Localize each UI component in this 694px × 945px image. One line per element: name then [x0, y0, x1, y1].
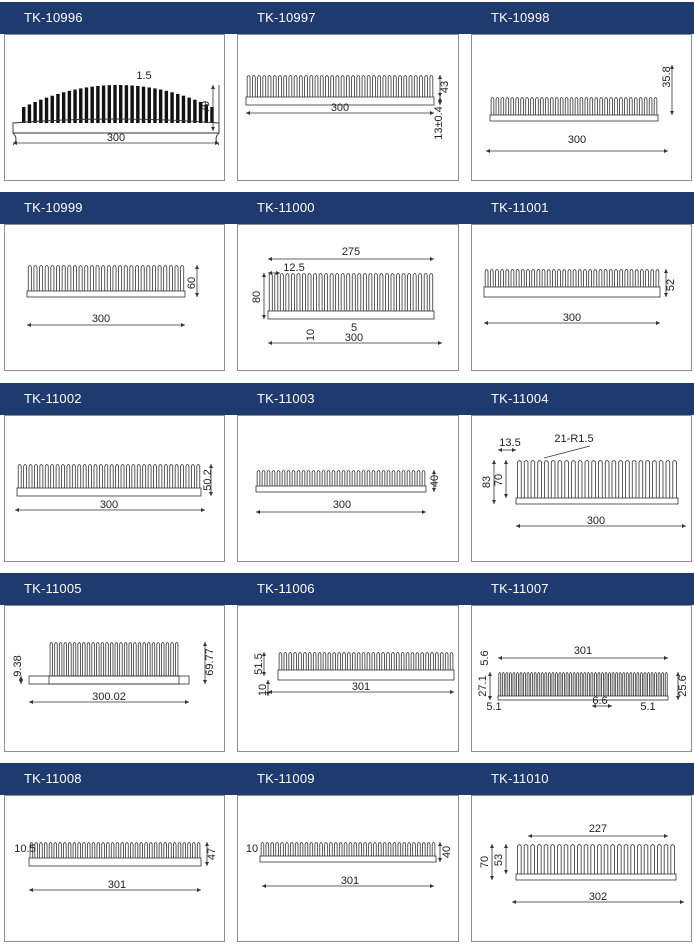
profile-drawing-panel: [237, 415, 459, 562]
dim-fin-height: 70: [493, 473, 505, 487]
dim-width: 301: [351, 681, 371, 693]
dim-left-offset: 5.1: [486, 701, 502, 713]
dim-width: 302: [588, 891, 608, 903]
dim-top: 5.6: [479, 650, 491, 666]
product-code: TK-11002: [24, 391, 82, 406]
dim-width: 300: [91, 313, 111, 325]
dim-width: 301: [340, 875, 360, 887]
product-code: TK-11008: [24, 771, 82, 786]
dim-total-height: 83: [481, 475, 493, 489]
dim-height: 69.77: [204, 648, 216, 676]
heatsink-profile-drawing: [5, 606, 226, 753]
dim-height: 50.2: [202, 469, 214, 491]
dim-base: 10.5: [14, 843, 36, 855]
dim-height: 40: [429, 474, 441, 488]
heatsink-profile-drawing: [472, 225, 693, 372]
dim-width: 301: [107, 879, 127, 891]
dim-fin-height: 51.5: [253, 653, 265, 675]
profile-drawing-panel: [471, 224, 692, 371]
dim-width: 300: [567, 134, 587, 146]
heatsink-profile-drawing: [238, 606, 460, 753]
dim-fin-pitch: 6.6: [592, 695, 608, 707]
product-code: TK-11007: [491, 581, 549, 596]
row-header-band: [0, 192, 694, 224]
dim-width: 300: [586, 515, 606, 527]
profile-drawing-panel: [237, 795, 459, 942]
product-code: TK-11009: [257, 771, 315, 786]
dim-width: 300: [106, 132, 126, 144]
dim-height: 79: [200, 100, 212, 114]
heatsink-profile-drawing: [5, 796, 226, 943]
dim-width: 300: [99, 499, 119, 511]
dim-width: 300: [332, 499, 352, 511]
dim-base: 13±0.4: [433, 106, 445, 140]
profile-drawing-panel: [4, 34, 225, 181]
dim-pitch: 13.5: [499, 437, 521, 449]
profile-drawing-panel: [471, 795, 692, 942]
dim-height: 52: [665, 278, 677, 292]
dim-total: 27.1: [477, 675, 489, 697]
dim-width: 300: [344, 332, 364, 344]
dim-width: 301: [573, 645, 593, 657]
heatsink-profile-drawing: [238, 796, 460, 943]
dim-fin-height: 43: [439, 80, 451, 94]
dim-right: 25.6: [677, 675, 689, 697]
dim-fin: 5: [350, 322, 358, 334]
dim-fin-thickness: 1.5: [136, 70, 152, 82]
dim-width: 300.02: [92, 691, 126, 703]
product-code: TK-11004: [491, 391, 549, 406]
product-code: TK-11006: [257, 581, 315, 596]
product-code: TK-11003: [257, 391, 315, 406]
dim-width: 300: [330, 102, 350, 114]
heatsink-profile-drawing: [5, 225, 226, 372]
profile-drawing-panel: [237, 34, 459, 181]
dim-height: 47: [206, 847, 218, 861]
product-code: TK-10997: [257, 10, 316, 25]
heatsink-profile-drawing: [472, 606, 693, 753]
dim-fin-gap: 10: [305, 328, 317, 342]
heatsink-profile-drawing: [238, 35, 460, 182]
row-header-band: [0, 2, 694, 34]
heatsink-profile-drawing: [5, 35, 226, 182]
product-code: TK-10996: [24, 10, 83, 25]
row-header-band: [0, 573, 694, 605]
dim-base: 9.38: [12, 655, 24, 677]
dim-span: 275: [341, 246, 361, 258]
dim-height: 60: [186, 276, 198, 290]
row-header-band: [0, 383, 694, 415]
heatsink-profile-drawing: [238, 416, 460, 563]
heatsink-profile-drawing: [472, 796, 693, 943]
profile-drawing-panel: [471, 34, 692, 181]
heatsink-profile-drawing: [472, 416, 693, 563]
dim-height: 40: [441, 845, 453, 859]
product-code: TK-11001: [491, 200, 549, 215]
dim-right-offset: 5.1: [640, 701, 656, 713]
heatsink-profile-drawing: [5, 416, 226, 563]
dim-pitch: 12.5: [283, 262, 305, 274]
profile-drawing-panel: [237, 224, 459, 371]
product-code: TK-11010: [491, 771, 549, 786]
dim-total-height: 70: [479, 855, 491, 869]
row-header-band: [0, 763, 694, 795]
profile-drawing-panel: [237, 605, 459, 752]
product-code: TK-10999: [24, 200, 83, 215]
dim-height: 80: [251, 290, 263, 304]
dim-height: 35.8: [661, 66, 673, 88]
product-code: TK-11000: [257, 200, 315, 215]
dim-span: 227: [588, 823, 608, 835]
profile-drawing-panel: [4, 224, 225, 371]
dim-fin-height: 53: [493, 853, 505, 867]
dim-width: 300: [562, 312, 582, 324]
product-code: TK-11005: [24, 581, 82, 596]
heatsink-profile-drawing: [238, 225, 460, 372]
profile-drawing-panel: [4, 415, 225, 562]
profile-drawing-panel: [471, 415, 692, 562]
dim-fin-radius: 21-R1.5: [554, 433, 594, 445]
dim-base: 10: [257, 683, 269, 697]
heatsink-profile-drawing: [472, 35, 693, 182]
product-code: TK-10998: [491, 10, 550, 25]
dim-base: 10: [245, 843, 259, 855]
profile-drawing-panel: [4, 795, 225, 942]
profile-drawing-panel: [471, 605, 692, 752]
profile-drawing-panel: [4, 605, 225, 752]
